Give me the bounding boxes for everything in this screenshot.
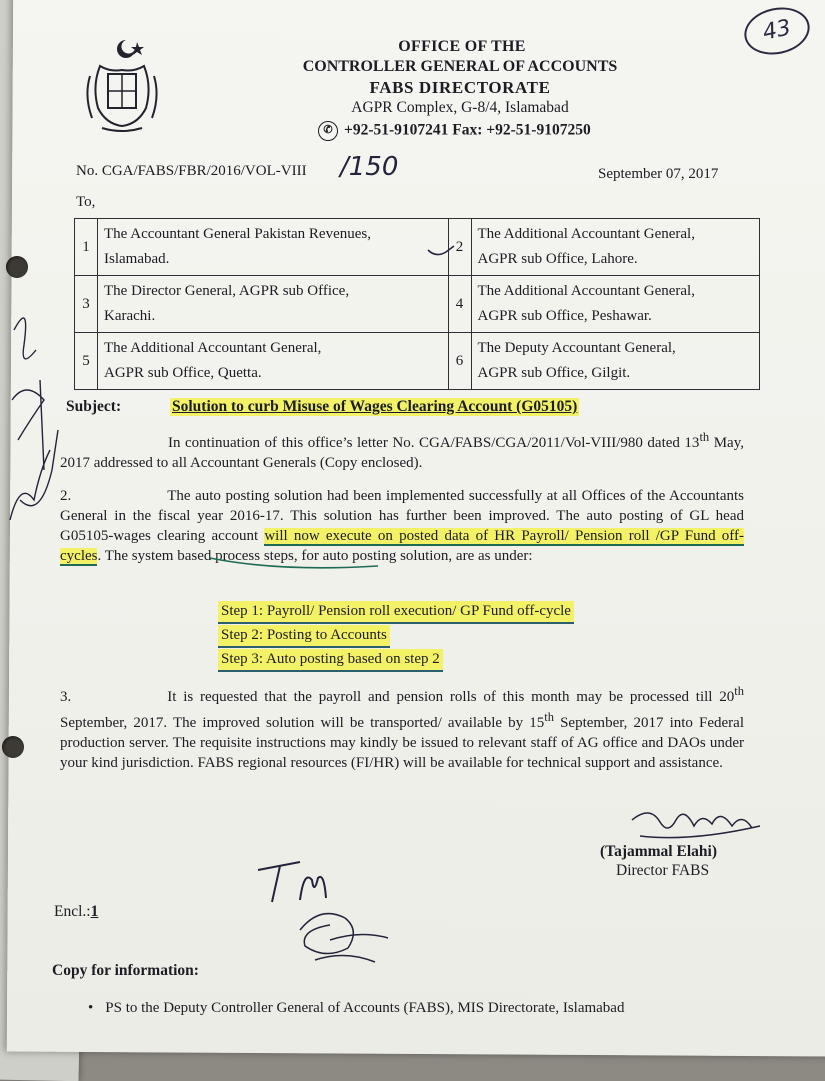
addressee-number: 3 [75, 276, 98, 333]
addressee-line: The Additional Accountant General, [477, 283, 695, 299]
addressee-number: 6 [448, 333, 471, 390]
addressee-line: AGPR sub Office, Peshawar. [477, 308, 652, 324]
signature [632, 813, 760, 838]
paragraph-number: 3. [60, 689, 72, 705]
handwritten-initials [258, 862, 326, 902]
header-office: OFFICE OF THE [398, 38, 526, 55]
signatory-title: Director FABS [616, 862, 710, 879]
margin-note [10, 430, 58, 520]
paragraph-text: September, 2017. The improved solution will be transported/ available by 15 [60, 715, 545, 731]
contact-numbers: +92-51-9107241 Fax: +92-51-9107250 [344, 121, 591, 139]
addressee-number: 4 [448, 276, 471, 333]
addressee-line: Karachi. [104, 308, 156, 324]
addressee-number: 2 [448, 219, 471, 276]
phone-icon: ✆ [318, 121, 338, 141]
paragraph-text: In continuation of this office’s letter No. CGA/FABS/CGA/2011/Vol-VIII/980 dated 13 [168, 435, 700, 451]
enclosure [54, 903, 98, 921]
addressee-number: 5 [75, 333, 98, 390]
enclosure-label: Encl.: [54, 903, 91, 920]
copy-heading: Copy for information: [52, 962, 199, 979]
tick-mark [428, 246, 454, 255]
paragraph-text: September, 2017 into Federal production server. The requisite instructions may kindly be issued to relevant staff of AG office and DAOs under your kind jurisdiction. FABS regional resources (FI/HR) will be available for technical support and assistance. [60, 715, 744, 771]
header-organization: CONTROLLER GENERAL OF ACCOUNTS [302, 58, 618, 75]
addressee-line: Islamabad. [104, 251, 170, 267]
letter-date: September 07, 2017 [598, 166, 719, 182]
addressee-line: The Director General, AGPR sub Office, [104, 283, 350, 299]
addressee-line: AGPR sub Office, Lahore. [477, 251, 638, 267]
superscript: th [699, 430, 710, 444]
addressee-line: The Additional Accountant General, [104, 340, 322, 356]
reference-number: No. CGA/FABS/FBR/2016/VOL-VIII [76, 163, 307, 179]
pen-underline [210, 558, 378, 568]
initial-scribble [300, 914, 388, 962]
salutation: To, [76, 194, 96, 210]
superscript: th [544, 710, 554, 724]
page-number-mark: 43 [740, 2, 814, 61]
subject-text: Solution to curb Misuse of Wages Clearing Account (G05105) [172, 398, 578, 415]
paragraph-number: 2. [60, 488, 72, 504]
paragraph-text: . The system based process steps, for auto posting solution, are as under: [97, 548, 533, 564]
addressee-line: AGPR sub Office, Gilgit. [477, 365, 631, 381]
addressee-line: The Deputy Accountant General, [477, 340, 676, 356]
step-item: Step 2: Posting to Accounts [218, 625, 390, 648]
header-address: AGPR Complex, G-8/4, Islamabad [351, 99, 569, 116]
paragraph-text: May, 2017 addressed to all Accountant Generals (Copy enclosed). [60, 435, 744, 471]
step-item: Step 1: Payroll/ Pension roll execution/ GP Fund off-cycle [218, 601, 574, 624]
addressee-number: 1 [75, 219, 98, 276]
step-item: Step 3: Auto posting based on step 2 [218, 649, 443, 672]
paragraph-text: It is requested that the payroll and pension rolls of this month may be processed till 20 [167, 689, 735, 705]
paragraph-text: The auto posting solution had been implemented successfully at all Offices of the Accountants General in the fiscal year 2016-17. This solution has further been improved. The auto posting of GL head G05105-wages clearing account [60, 488, 744, 544]
highlighted-text: will now execute on posted data of HR Payroll/ Pension roll /GP Fund off-cycles [60, 528, 744, 564]
addressee-line: The Accountant General Pakistan Revenues, [104, 226, 371, 242]
addressee-line: AGPR sub Office, Quetta. [104, 365, 262, 381]
reference-handwritten: /150 [340, 152, 399, 182]
addressee-line: The Additional Accountant General, [477, 226, 695, 242]
subject-label: Subject: [66, 398, 122, 415]
header-directorate: FABS DIRECTORATE [369, 78, 551, 97]
margin-note [12, 318, 44, 470]
enclosure-count: 1 [90, 903, 99, 920]
signatory-name: (Tajammal Elahi) [600, 843, 717, 860]
list-item: • PS to the Deputy Controller General of Accounts (FABS), MIS Directorate, Islamabad [88, 1000, 624, 1017]
superscript: th [734, 684, 744, 698]
